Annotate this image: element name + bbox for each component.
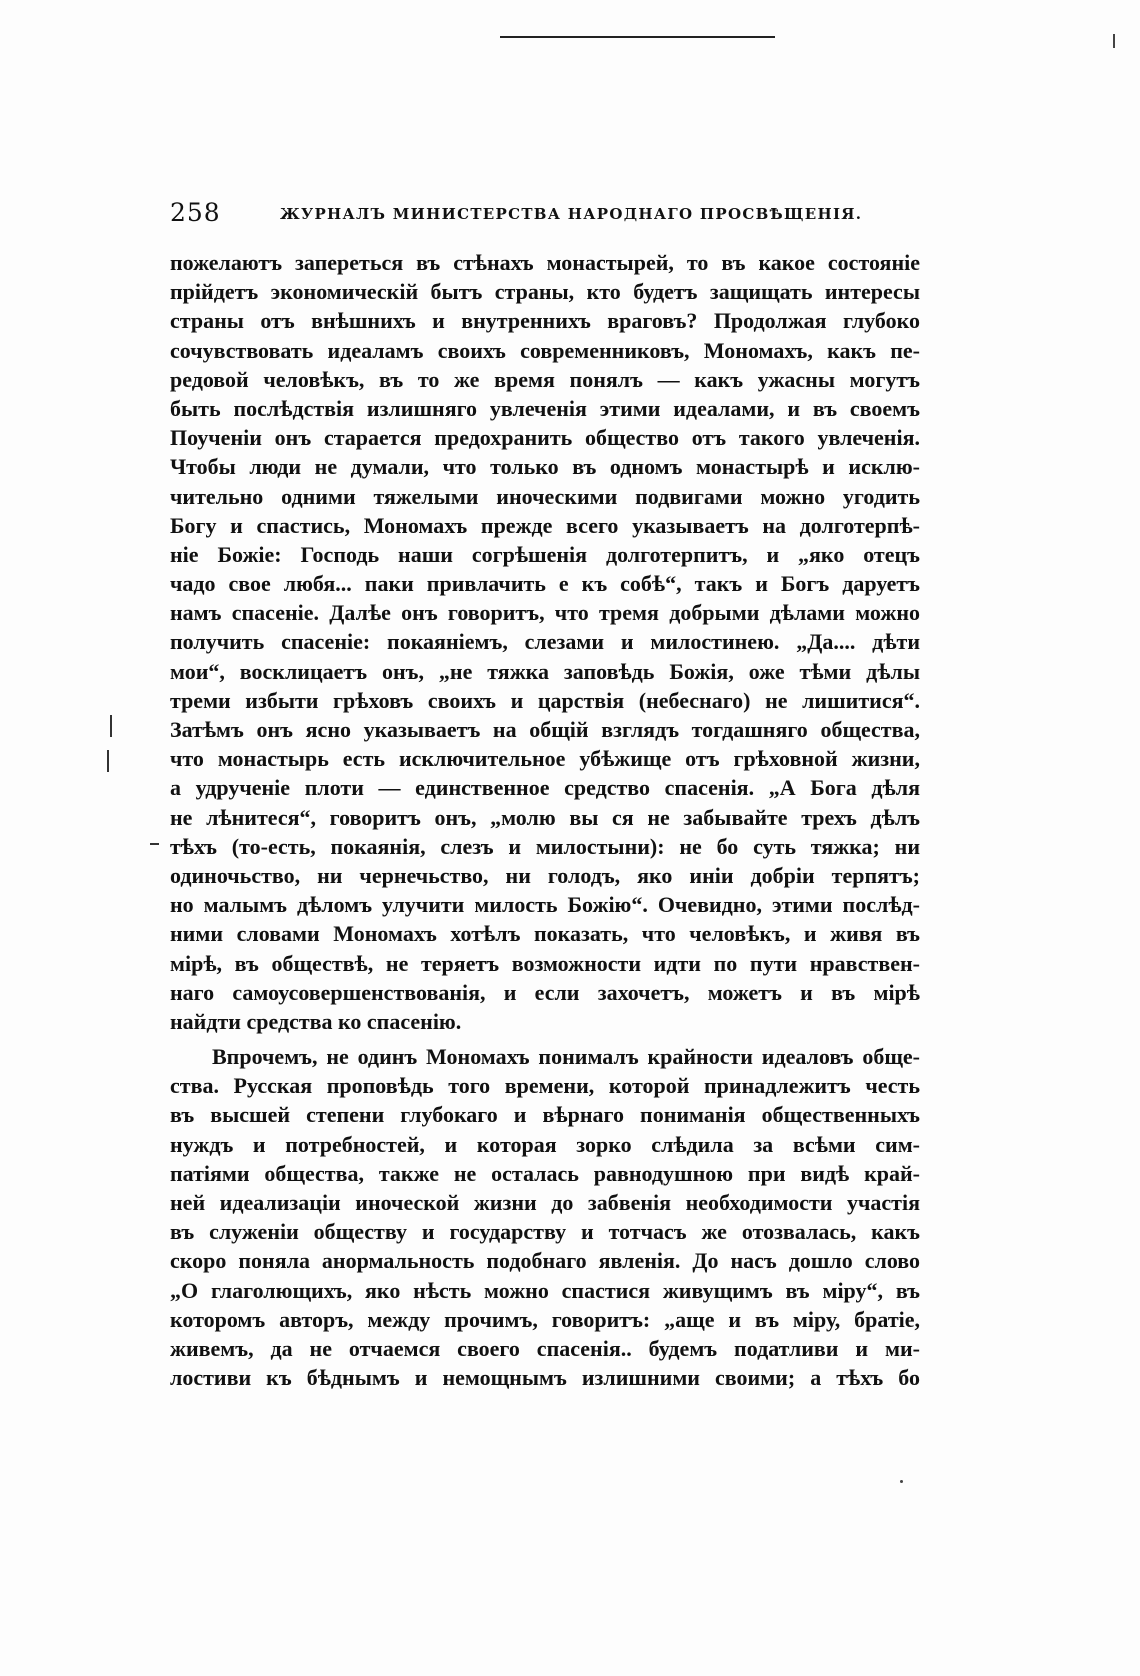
speck-mark	[900, 1480, 903, 1483]
text-line: въ высшей степени глубокаго и вѣрнаго пониманія общественныхъ	[170, 1102, 920, 1128]
text-line: которомъ авторъ, между прочимъ, говоритъ: „аще и въ міру, братіе,	[170, 1306, 920, 1332]
text-line: скоро поняла анормальность подобнаго явленія. До насъ дошло слово	[170, 1248, 920, 1274]
text-line: наго самоусовершенствованія, и если захочетъ, можетъ и въ мірѣ	[170, 979, 920, 1005]
text-line: ними словами Мономахъ хотѣлъ показать, что человѣкъ, и живя въ	[170, 921, 920, 947]
text-line: пожелаютъ запереться въ стѣнахъ монастырей, то въ какое состояніе	[170, 250, 920, 275]
page-header	[170, 198, 920, 232]
text-line: треми избыти грѣховъ своихъ и царствія (небеснаго) не лишитися“.	[170, 687, 920, 713]
margin-dash-mark	[150, 843, 159, 845]
text-line: Затѣмъ онъ ясно указываетъ на общій взглядъ тогдашняго общества,	[170, 717, 920, 742]
margin-pencil-mark	[107, 750, 109, 772]
text-line: быть послѣдствія излишняго увлеченія этими идеалами, и въ своемъ	[170, 395, 920, 421]
text-line: чадо свое любя... паки привлачить е къ собѣ“, такъ и Богъ даруетъ	[170, 571, 920, 597]
text-line: ства. Русская проповѣдь того времени, которой принадлежитъ честь	[170, 1073, 920, 1099]
text-line: мои“, восклицаетъ онъ, „не тяжка заповѣдь Божія, оже тѣми дѣлы	[170, 658, 920, 684]
text-line: найдти средства ко спасенію.	[170, 1008, 462, 1034]
text-line: лостиви къ бѣднымъ и немощнымъ излишними своими; а тѣхъ бо	[170, 1365, 920, 1391]
paragraph-2	[170, 1042, 920, 1392]
text-line: въ служеніи обществу и государству и тотчасъ же отозвалась, какъ	[170, 1219, 920, 1245]
text-line: мірѣ, въ обществѣ, не теряетъ возможности идти по пути нравствен-	[170, 950, 920, 976]
top-rule	[500, 36, 775, 38]
text-line: „О глаголющихъ, яко нѣсть можно спастися живущимъ въ міру“, въ	[170, 1277, 920, 1303]
text-line: что монастырь есть исключительное убѣжище отъ грѣховной жизни,	[170, 746, 920, 772]
text-line: патіями общества, также не осталась равнодушною при видѣ край-	[170, 1160, 920, 1186]
text-line: страны отъ внѣшнихъ и внутреннихъ враговъ? Продолжая глубоко	[170, 308, 920, 334]
text-line: живемъ, да не отчаемся своего спасенія.. будемъ податливи и ми-	[170, 1335, 920, 1361]
page-number: 258	[170, 198, 221, 227]
edge-mark	[1113, 34, 1115, 48]
text-line: одиночьство, ни чернечьство, ни голодъ, яко иніи добріи терпятъ;	[170, 862, 920, 888]
body-text	[170, 248, 920, 1392]
text-line: прійдетъ экономическій бытъ страны, кто будетъ защищать интересы	[170, 279, 920, 305]
text-line: Чтобы люди не думали, что только въ одномъ монастырѣ и исклю-	[170, 454, 920, 480]
running-title: ЖУРНАЛЪ МИНИСТЕРСТВА НАРОДНАГО ПРОСВѢЩЕНІЯ.	[280, 205, 863, 223]
text-line: но малымъ дѣломъ улучити милость Божію“. Очевидно, этими послѣд-	[170, 892, 920, 918]
text-line: Впрочемъ, не одинъ Мономахъ понималъ крайности идеаловъ обще-	[212, 1044, 920, 1070]
text-line: Поученіи онъ старается предохранить общество отъ такого увлеченія.	[170, 425, 920, 451]
text-line: Богу и спастись, Мономахъ прежде всего указываетъ на долготерпѣ-	[170, 512, 920, 538]
text-line: получить спасеніе: покаяніемъ, слезами и милостинею. „Да.... дѣти	[170, 629, 920, 655]
margin-pencil-mark	[110, 715, 112, 737]
text-line: а удрученіе плоти — единственное средство спасенія. „А Бога дѣля	[170, 775, 920, 801]
text-line: чительно одними тяжелыми иноческими подвигами можно угодить	[170, 483, 920, 509]
text-line: намъ спасеніе. Далѣе онъ говоритъ, что тремя добрыми дѣлами можно	[170, 600, 920, 626]
text-line: тѣхъ (то-есть, покаянія, слезъ и милостыни): не бо суть тяжка; ни	[170, 833, 920, 859]
text-line: ней идеализаціи иноческой жизни до забвенія необходимости участія	[170, 1190, 920, 1215]
text-line: нуждъ и потребностей, и которая зорко слѣдила за всѣми сим-	[170, 1131, 920, 1157]
text-line: ніе Божіе: Господь наши согрѣшенія долготерпитъ, и „яко отецъ	[170, 541, 920, 567]
text-line: не лѣнитеся“, говоритъ онъ, „молю вы ся не забывайте трехъ дѣлъ	[170, 804, 920, 830]
text-line: сочувствовать идеаламъ своихъ современниковъ, Мономахъ, какъ пе-	[170, 337, 920, 363]
paragraph-1	[170, 248, 920, 1036]
text-line: редовой человѣкъ, въ то же время понялъ — какъ ужасны могутъ	[170, 366, 920, 392]
